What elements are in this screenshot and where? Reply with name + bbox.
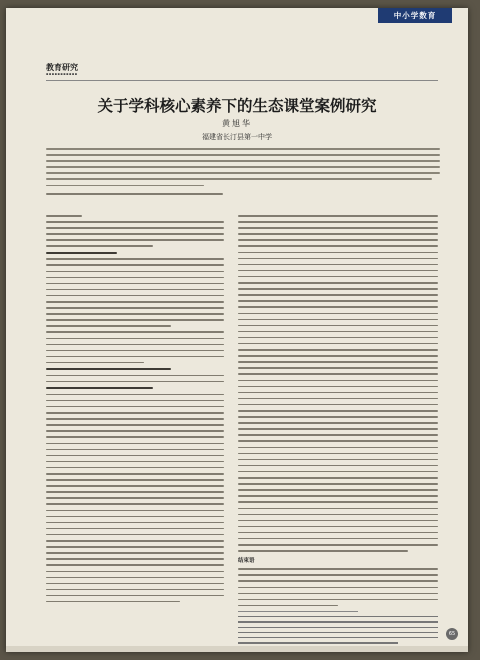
article-affiliation: 福建省长汀县第一中学 [202,133,272,141]
page-number: 65 [446,628,458,640]
reference-item [238,616,438,617]
journal-page [6,8,468,652]
references-divider [238,611,358,612]
abstract-block [46,148,440,191]
body-column-right [238,215,438,648]
abstract-text [46,148,440,186]
section-label: 教育研究 [46,63,78,72]
reference-item [238,642,398,643]
page-bottom-edge [6,646,468,652]
article-title: 关于学科核心素养下的生态课堂案例研究 [97,97,377,115]
section-heading [46,252,117,254]
conclusion-heading: 结束语 [238,558,255,565]
section-label-decoration: ▪▪▪▪▪▪▪▪▪▪▪ [46,72,78,76]
article-author: 黄旭华 [222,119,252,128]
section-heading [46,387,153,389]
body-column-left [46,215,224,607]
title-divider [46,80,438,81]
reference-item [238,632,438,633]
reference-item [238,621,438,622]
keywords-block [46,193,440,199]
section-heading [46,368,171,370]
reference-item [238,637,438,638]
magazine-banner: 中小学数育 [378,8,452,23]
reference-item [238,627,438,628]
